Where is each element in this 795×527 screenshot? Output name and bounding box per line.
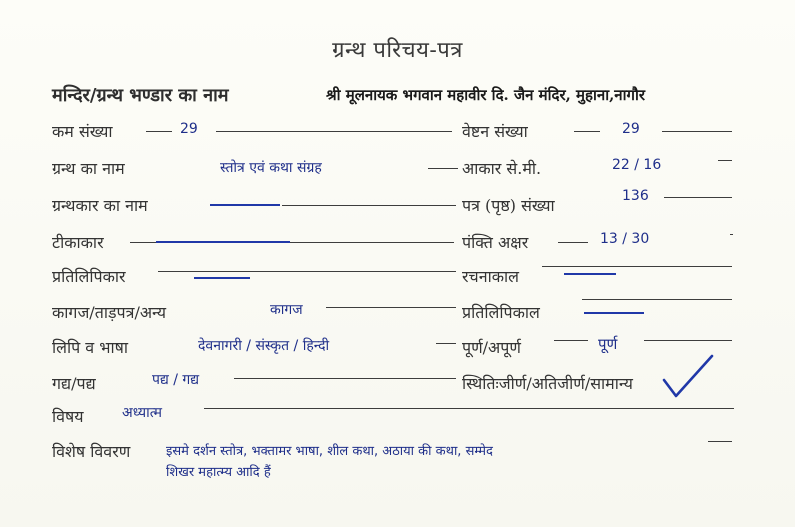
- temple-name-value: श्री मूलनायक भगवान महावीर दि. जैन मंदिर, मुहाना,नागौर: [326, 86, 645, 104]
- remarks-line-2: शिखर महात्म्य आदि हैं: [166, 465, 271, 480]
- commentator-label: टीकाकार: [52, 233, 104, 252]
- book-name-label: ग्रन्थ का नाम: [52, 159, 125, 178]
- prose-verse-label: गद्य/पद्य: [52, 374, 96, 393]
- subject-value: अध्यात्म: [122, 405, 163, 421]
- serial-line-a: [146, 131, 172, 132]
- wrapper-line-b: [662, 131, 732, 132]
- complete-line-b: [644, 340, 732, 341]
- complete-value: पूर्ण: [598, 335, 618, 353]
- composition-period-blank: [564, 273, 616, 275]
- wrapper-number-value: 29: [622, 121, 640, 137]
- copy-period-label: प्रतिलिपिकाल: [462, 303, 540, 322]
- copy-period-blank: [584, 312, 644, 314]
- size-value: 22 / 16: [612, 157, 662, 173]
- complete-line-a: [554, 340, 588, 341]
- subject-label: विषय: [52, 407, 84, 426]
- form-title: ग्रन्थ परिचय-पत्र: [332, 38, 463, 63]
- material-value: कागज: [270, 302, 303, 318]
- size-line: [718, 160, 732, 161]
- copyist-blank: [194, 277, 250, 279]
- complete-label: पूर्ण/अपूर्ण: [462, 338, 521, 357]
- copy-period-line: [582, 299, 732, 300]
- page-count-label: पत्र (पृष्ठ) संख्या: [462, 196, 555, 215]
- copyist-label: प्रतिलिपिकार: [52, 267, 126, 286]
- wrapper-line-a: [574, 131, 600, 132]
- serial-line-b: [216, 131, 452, 132]
- book-name-line: [428, 168, 458, 169]
- prose-verse-value: पद्य / गद्य: [152, 372, 200, 388]
- script-language-value: देवनागरी / संस्कृत / हिन्दी: [198, 338, 330, 354]
- subject-line: [204, 408, 734, 409]
- temple-name-label: मन्दिर/ग्रन्थ भण्डार का नाम: [52, 85, 229, 106]
- wrapper-number-label: वेष्टन संख्या: [462, 122, 528, 141]
- serial-number-label: कम संख्या: [52, 122, 113, 141]
- line-letters-line-a: [558, 242, 588, 243]
- script-language-label: लिपि व भाषा: [52, 338, 129, 357]
- remarks-rule: [708, 441, 732, 442]
- material-label: कागज/ताड़पत्र/अन्य: [52, 303, 167, 322]
- composition-period-line: [542, 266, 732, 267]
- serial-number-value: 29: [180, 121, 198, 137]
- page-count-value: 136: [622, 188, 649, 204]
- size-label: आकार से.मी.: [462, 159, 542, 178]
- condition-label: स्थितिःजीर्ण/अतिजीर्ण/सामान्य: [462, 374, 633, 393]
- author-name-label: ग्रन्थकार का नाम: [52, 196, 148, 215]
- composition-period-label: रचनाकाल: [462, 267, 520, 286]
- commentator-blank: [156, 241, 290, 243]
- remarks-line-1: इसमे दर्शन स्तोत्र, भक्तामर भाषा, शील कथा, अठाया की कथा, सम्मेद: [166, 444, 493, 459]
- script-language-line: [436, 343, 456, 344]
- book-name-value: स्तोत्र एवं कथा संग्रह: [220, 160, 322, 176]
- remarks-label: विशेष विवरण: [52, 442, 131, 461]
- checkmark-icon: [660, 352, 716, 404]
- line-letters-label: पंक्ति अक्षर: [462, 233, 529, 252]
- line-letters-line-b: [730, 234, 733, 235]
- copyist-line: [158, 271, 456, 272]
- page-count-line: [664, 197, 732, 198]
- author-name-blank: [210, 204, 280, 206]
- material-line: [326, 307, 456, 308]
- line-letters-value: 13 / 30: [600, 231, 650, 247]
- author-name-line: [282, 205, 456, 206]
- prose-verse-line: [234, 378, 456, 379]
